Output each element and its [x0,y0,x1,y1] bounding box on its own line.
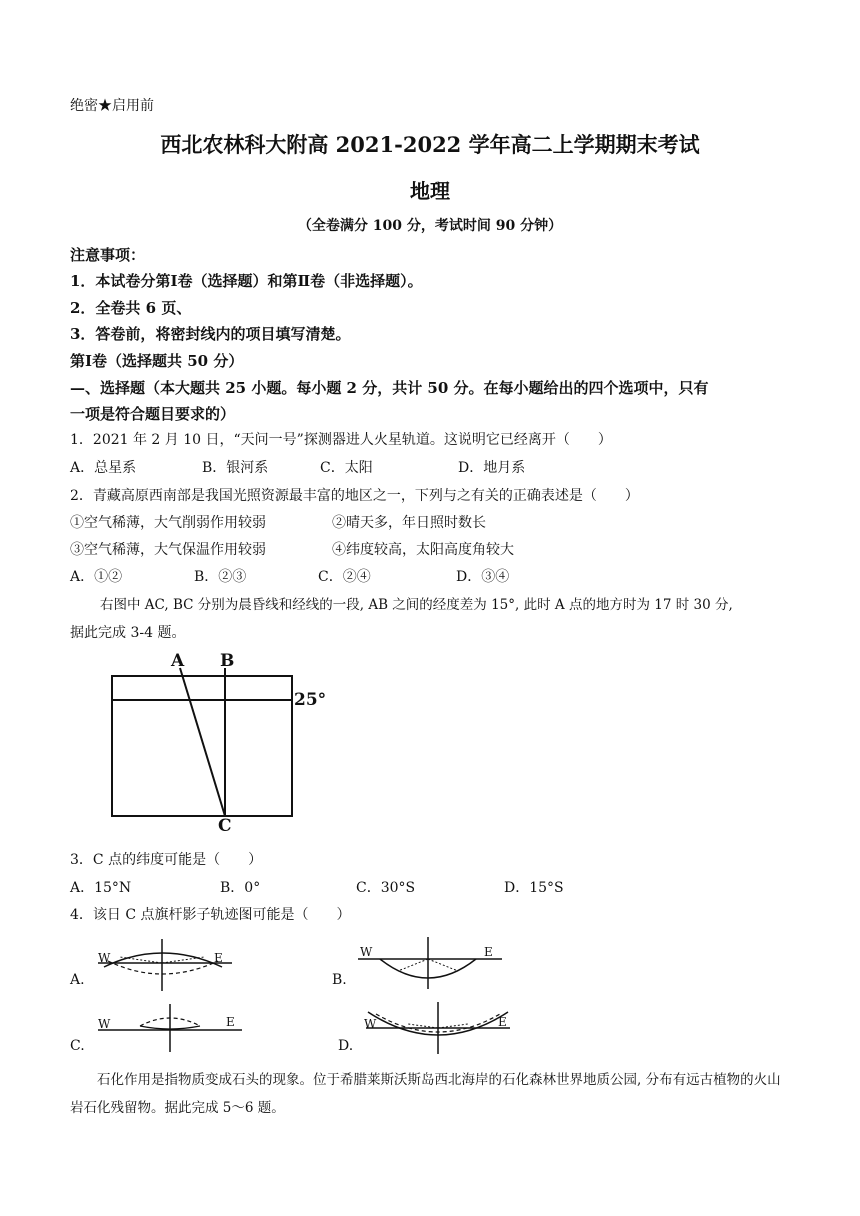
exam-info: （全卷满分 100 分，考试时间 90 分钟） [297,218,563,234]
point-c-label: C [218,816,232,836]
q2-statement: ③空气稀薄，大气保温作用较弱 [70,542,266,558]
material56-paragraph: 石化作用是指物质变成石头的现象。位于希腊莱斯沃斯岛西北海岸的石化森林世界地质公园, 分布有远古植物的火山岩石化残留物。据此完成 5～6 题。 [70,1072,781,1116]
q1-option-c: C．太阳 [320,460,373,476]
q2-option-c: C．②④ [318,569,371,585]
q2-statement: ④纬度较高，太阳高度角较大 [332,542,514,558]
q2-statement: ①空气稀薄，大气削弱作用较弱 [70,515,266,531]
q2-stem: 2．青藏高原西南部是我国光照资源最丰富的地区之一，下列与之有关的正确表述是（ ） [70,488,639,504]
q2-statements-row1 [70,513,486,533]
material34-line1: 右图中 AC, BC 分别为晨昏线和经线的一段, AB 之间的经度差为 15°, 此时 A 点的地方时为 17 时 30 分, [100,597,733,613]
instruction-line: —、选择题（本大题共 25 小题。每小题 2 分，共计 50 分。在每小题给出的四个选项中，只有 [70,379,709,397]
q1-options [70,458,525,478]
q2-option-a: A．①② [70,569,123,585]
q4-option-a-letter: A. [70,972,85,988]
latitude-label: 25° [294,690,327,710]
q1-option-b: B．银河系 [202,460,269,476]
west-label: W [364,1017,377,1031]
west-label: W [98,951,111,965]
west-label: W [360,945,373,959]
material34-line2: 据此完成 3-4 题。 [70,625,186,641]
secret-label: 绝密★启用前 [70,98,154,114]
q3-option-d: D．15°S [504,880,564,896]
point-b-label: B [220,651,235,671]
east-label: E [226,1015,235,1029]
q3-stem: 3．C 点的纬度可能是（ ） [70,852,263,868]
shadow-track-d [358,998,518,1056]
notes-item: 1．本试卷分第Ⅰ卷（选择题）和第Ⅱ卷（非选择题）。 [70,272,423,290]
q2-statement: ②晴天多，年日照时数长 [332,515,486,531]
q3-option-c: C．30°S [356,880,416,896]
q4-option-b-letter: B. [332,972,347,988]
q3-options [70,878,564,898]
exam-subject: 地理 [410,179,450,203]
q2-option-d: D．③④ [456,569,510,585]
east-label: E [484,945,493,959]
part1-heading: 第Ⅰ卷（选择题共 50 分） [70,352,244,370]
q1-option-a: A．总星系 [70,460,137,476]
q2-statements-row2 [70,540,514,560]
point-a-label: A [171,651,185,671]
notes-item: 3．答卷前，将密封线内的项目填写清楚。 [70,325,351,343]
q4-option-d-letter: D. [338,1038,354,1054]
terminator-diagram [100,650,340,840]
q3-option-b: B．0° [220,880,261,896]
west-label: W [98,1017,111,1031]
q2-option-b: B．②③ [194,569,247,585]
q2-options [70,567,509,587]
exam-title: 西北农林科大附高 2021-2022 学年高二上学期期末考试 [160,132,700,157]
east-label: E [214,951,223,965]
notes-heading: 注意事项： [70,246,146,264]
notes-item: 2．全卷共 6 页、 [70,299,192,317]
east-label: E [498,1015,507,1029]
q1-stem: 1．2021 年 2 月 10 日，“天问一号”探测器进人火星轨道。这说明它已经离开（ ） [70,432,612,448]
q4-stem: 4．该日 C 点旗杆影子轨迹图可能是（ ） [70,907,351,923]
q1-option-d: D．地月系 [458,460,526,476]
q3-option-a: A．15°N [70,880,132,896]
instruction-line: 一项是符合题目要求的） [70,405,236,423]
q4-option-c-letter: C. [70,1038,85,1054]
